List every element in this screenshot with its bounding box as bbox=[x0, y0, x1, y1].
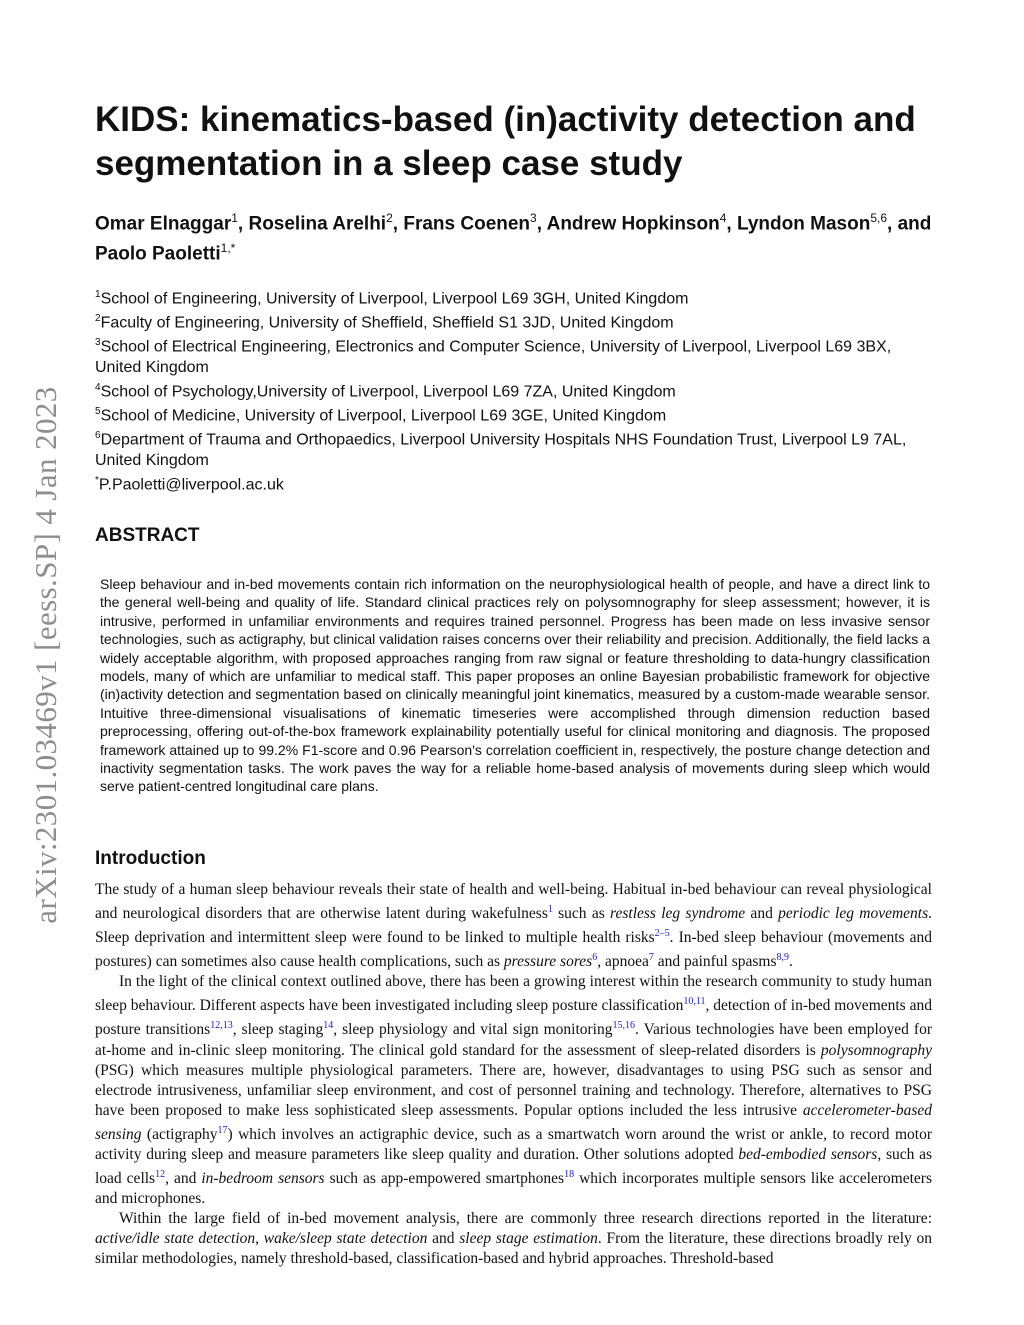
text-run: which incorporates multiple sensors like accelerometers and microphones. bbox=[95, 1169, 932, 1207]
italic-term: restless leg syndrome bbox=[610, 904, 746, 922]
author-affiliation-mark: 5,6 bbox=[870, 211, 887, 225]
text-run: (PSG) which measures multiple physiological parameters. There are, however, disadvantages to using PSG such as sensor and electrode intrusiveness, unfamiliar sleep environment, and cost of personnel training and technology. Therefore, alternatives to PSG have been proposed to make less sophisticated sleep assessments. Popular options included the less intrusive bbox=[95, 1061, 932, 1119]
text-run: , apnoea bbox=[597, 953, 649, 971]
body-paragraph bbox=[95, 1209, 932, 1269]
author-affiliation-mark: 3 bbox=[530, 211, 537, 225]
text-run: , detection of in-bed movements and posture transitions bbox=[95, 997, 932, 1039]
text-run: ) which involves an actigraphic device, such as a smartwatch worn around the wrist or ankle, to record motor activity during sleep and measure parameters like sleep quality and duration. Other solutions adopted bbox=[95, 1125, 932, 1163]
text-run: . From the literature, these directions broadly rely on similar methodologies, namely threshold-based, classification-based and hybrid approaches. Threshold-based bbox=[95, 1229, 932, 1267]
citation-link[interactable]: 17 bbox=[217, 1124, 228, 1136]
affiliation-text: School of Psychology,University of Liverpool, Liverpool L69 7ZA, United Kingdom bbox=[100, 382, 676, 400]
citation-link[interactable]: 15,16 bbox=[612, 1020, 635, 1032]
text-run: . Various technologies have been employed for at-home and in-clinic sleep monitoring. The clinical gold standard for the assessment of sleep-related disorders is bbox=[95, 1021, 932, 1059]
paper-title: KIDS: kinematics-based (in)activity detection and segmentation in a sleep case study bbox=[95, 100, 916, 183]
author-list: Omar Elnaggar$^1$, Roselina Arelhi$^2$, Frans Coenen$^3$, Andrew Hopkinson$^4$, Lyndon Mason$^{5,6}$, and Paolo Paoletti$^{1,*}$ bbox=[95, 211, 932, 265]
introduction-body bbox=[95, 880, 932, 1269]
affiliation-item bbox=[95, 471, 932, 495]
affiliation-item bbox=[95, 309, 932, 333]
affiliation-mark: 4 bbox=[95, 381, 101, 393]
italic-term: polysomnography bbox=[820, 1041, 932, 1059]
citation-link[interactable]: 1 bbox=[547, 903, 553, 915]
citation-link[interactable]: 12,13 bbox=[210, 1020, 233, 1032]
text-run: . In-bed sleep behaviour (movements and postures) can sometimes also cause health complications, such as bbox=[95, 929, 933, 971]
text-run: (actigraphy bbox=[141, 1125, 218, 1143]
abstract-text: Sleep behaviour and in-bed movements contain rich information on the neurophysiological health of people, and have a direct link to the general well-being and quality of life. Standard clinical practices rely on polysomnography for sleep assessment; however, it is intrusive, performed in unfamiliar environments and requires trained personnel. Progress has been made on less invasive sensor technologies, such as actigraphy, but clinical validation raises concerns over their reliability and precision. Additionally, the field lacks a widely acceptable algorithm, with proposed approaches ranging from raw signal or feature thresholding to data-hungry classification models, many of which are unfamiliar to medical staff. This paper proposes an online Bayesian probabilistic framework for objective (in)activity detection and segmentation based on clinically meaningful joint kinematics, measured by a custom-made wearable sensor. Intuitive three-dimensional visualisations of kinematic timeseries were accomplished through dimension reduction based preprocessing, offering out-of-the-box framework explainability potentially useful for clinical monitoring and diagnosis. The proposed framework attained up to 99.2% F1-score and 0.96 Pearson's correlation coefficient in, respectively, the posture change detection and inactivity segmentation tasks. The work paves the way for a reliable home-based analysis of movements during sleep which would serve patient-centred longitudinal care plans. bbox=[100, 575, 930, 795]
citation-link[interactable]: 18 bbox=[564, 1168, 575, 1180]
author-affiliation-mark: 1 bbox=[231, 211, 238, 225]
author-affiliation-mark: 4 bbox=[719, 211, 727, 225]
affiliation-text: School of Medicine, University of Liverpool, Liverpool L69 3GE, United Kingdom bbox=[100, 407, 667, 425]
text-run: such as app-empowered smartphones bbox=[324, 1169, 565, 1187]
text-run: such as bbox=[552, 904, 611, 922]
affiliation-text: P.Paoletti@liverpool.ac.uk bbox=[98, 475, 284, 493]
affiliation-text: School of Electrical Engineering, Electronics and Computer Science, University of Liverpool, Liverpool L69 3BX, United Kingdom bbox=[95, 338, 892, 376]
text-run: and bbox=[427, 1229, 460, 1247]
affiliation-text: Department of Trauma and Orthopaedics, Liverpool University Hospitals NHS Foundation Trust, Liverpool L9 7AL, United Kingdom bbox=[95, 431, 907, 469]
author-name: Andrew Hopkinson bbox=[546, 213, 720, 235]
affiliation-list bbox=[95, 285, 932, 495]
affiliation-mark: 1 bbox=[95, 288, 101, 300]
italic-term: bed-embodied sensors bbox=[738, 1145, 878, 1163]
arxiv-identifier: arXiv:2301.03469v1 [eess.SP] 4 Jan 2023 bbox=[28, 386, 63, 924]
text-run: , sleep staging bbox=[232, 1021, 324, 1039]
author-name: Frans Coenen bbox=[403, 213, 531, 235]
affiliation-mark: 5 bbox=[95, 405, 101, 417]
affiliation-mark: 3 bbox=[95, 337, 101, 349]
affiliation-item bbox=[95, 402, 932, 426]
author-name: Lyndon Mason bbox=[736, 213, 871, 235]
author-affiliation-mark: 1,* bbox=[220, 241, 236, 256]
citation-link[interactable]: 14 bbox=[323, 1020, 334, 1032]
text-run: The study of a human sleep behaviour reveals their state of health and well-being. Habitual in-bed behaviour can reveal physiological and neurological disorders that are otherwise latent during wakefulness bbox=[95, 880, 932, 922]
affiliation-item bbox=[95, 333, 932, 377]
author-name: Omar Elnaggar bbox=[95, 213, 232, 235]
text-run: , bbox=[255, 1229, 264, 1247]
citation-link[interactable]: 10,11 bbox=[683, 996, 706, 1008]
abstract-heading: ABSTRACT bbox=[95, 524, 200, 546]
italic-term: in-bedroom sensors bbox=[201, 1169, 325, 1187]
affiliation-item bbox=[95, 426, 932, 470]
affiliation-mark: 6 bbox=[95, 430, 101, 442]
introduction-heading: Introduction bbox=[95, 847, 206, 869]
affiliation-mark: * bbox=[95, 474, 99, 486]
affiliation-item bbox=[95, 285, 932, 309]
italic-term: wake/sleep state detection bbox=[263, 1229, 428, 1247]
affiliation-mark: 2 bbox=[95, 312, 101, 324]
text-run: , sleep physiology and vital sign monitoring bbox=[333, 1021, 613, 1039]
text-run: and bbox=[745, 904, 779, 922]
author-name: and Paolo Paoletti bbox=[95, 213, 932, 265]
affiliation-item bbox=[95, 378, 932, 402]
author-name: Roselina Arelhi bbox=[248, 213, 387, 235]
affiliation-text: Faculty of Engineering, University of Sheffield, Sheffield S1 3JD, United Kingdom bbox=[100, 314, 674, 332]
affiliation-text: School of Engineering, University of Liverpool, Liverpool L69 3GH, United Kingdom bbox=[100, 289, 689, 307]
text-run: . Sleep deprivation and intermittent sleep were found to be linked to multiple health risks bbox=[95, 904, 932, 947]
citation-link[interactable]: 7 bbox=[648, 952, 654, 964]
text-run: . bbox=[789, 953, 793, 971]
body-paragraph bbox=[95, 972, 932, 1209]
citation-link[interactable]: 8,9 bbox=[776, 952, 790, 964]
citation-link[interactable]: 6 bbox=[592, 952, 598, 964]
citation-link[interactable]: 12 bbox=[155, 1168, 166, 1180]
text-run: and painful spasms bbox=[653, 953, 777, 971]
italic-term: active/idle state detection bbox=[95, 1229, 256, 1247]
author-affiliation-mark: 2 bbox=[386, 211, 393, 225]
paper-page bbox=[95, 98, 932, 1269]
italic-term: accelerometer-based sensing bbox=[95, 1101, 932, 1143]
text-run: , such as load cells bbox=[95, 1145, 932, 1187]
body-paragraph bbox=[95, 880, 932, 972]
text-run: , and bbox=[165, 1169, 202, 1187]
italic-term: sleep stage estimation bbox=[459, 1229, 598, 1247]
italic-term: pressure sores bbox=[503, 953, 593, 971]
text-run: In the light of the clinical context outlined above, there has been a growing interest within the research community to study human sleep behaviour. Different aspects have been investigated including sleep posture classification bbox=[95, 973, 932, 1015]
italic-term: periodic leg movements bbox=[778, 904, 929, 922]
citation-link[interactable]: 2–5 bbox=[654, 927, 670, 939]
text-run: Within the large field of in-bed movement analysis, there are commonly three research directions reported in the literature: bbox=[119, 1209, 932, 1227]
